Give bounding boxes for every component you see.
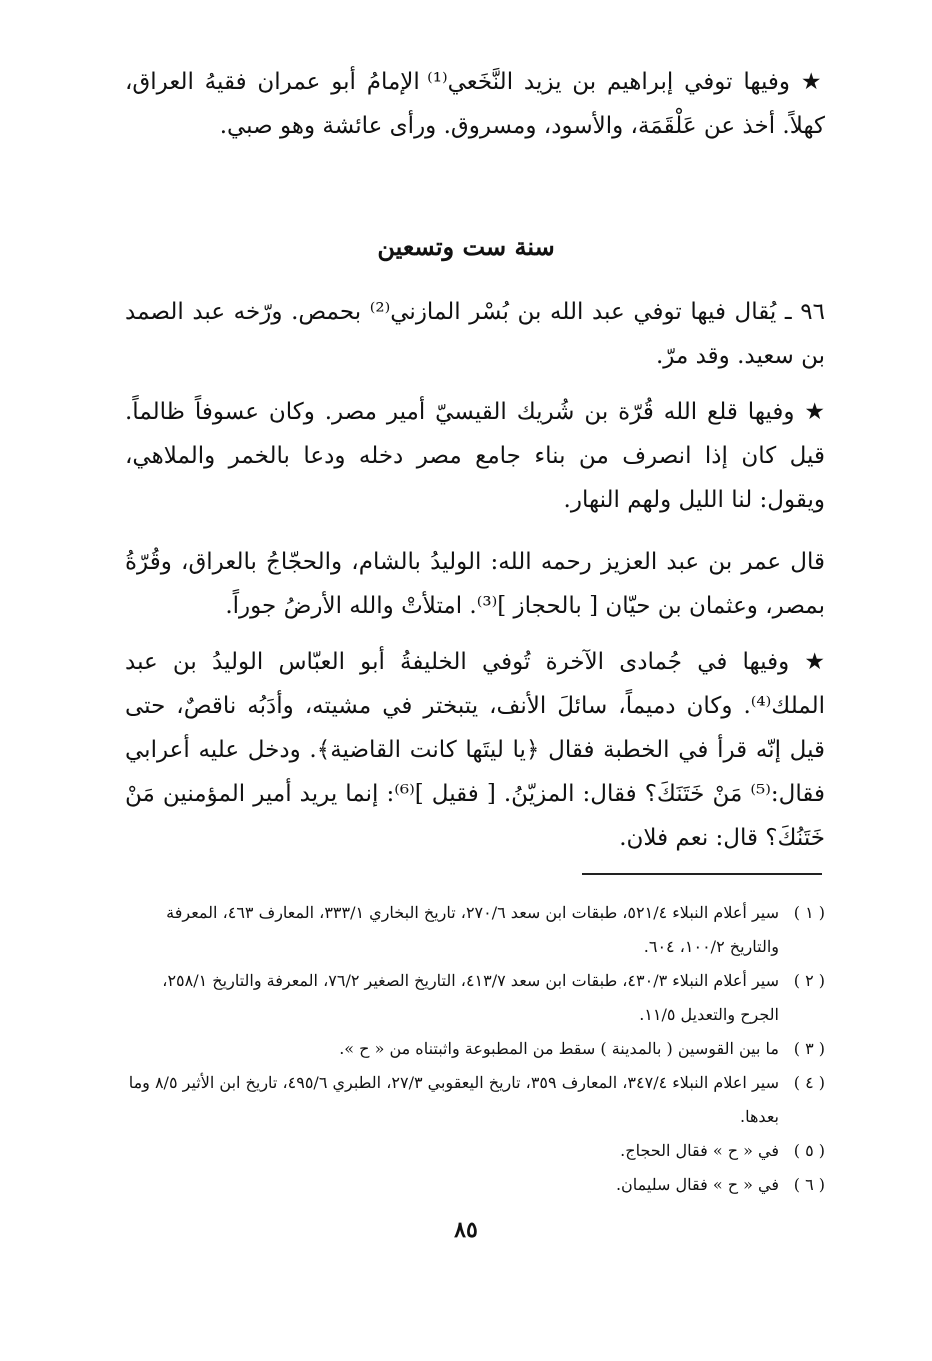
footnote-divider [582,873,822,875]
paragraph-umar-quote: قال عمر بن عبد العزيز رحمه الله: الوليدُ بالشام، والحجّاجُ بالعراق، وقُرّةُ بمصر، وعثمان بن حيّان [ بالحجاز ]⁽³⁾. امتلأتْ والله الأرضُ جوراً. [125,549,825,619]
footnote-number: ( ٣ ) [793,1039,825,1058]
footnote-text: سير اعلام النبلاء ٣٤٧/٤، المعارف ٣٥٩، تاريخ اليعقوبي ٢٧/٣، الطبري ٤٩٥/٦، تاريخ ابن الأثير ٨/٥ وما بعدها. [128,1073,779,1126]
footnote-item [125,964,825,1032]
paragraph-busr: ٩٦ ـ يُقال فيها توفي عبد الله بن بُسْر المازني⁽²⁾ بحمص. ورّخه عبد الصمد بن سعيد. وقد مرّ. [125,299,826,369]
footnote-text: في « ح » فقال الحجاج. [620,1141,779,1160]
footnote-number: ( ٥ ) [793,1141,825,1160]
footnote-item [125,1168,825,1202]
paragraph-nakhai: ★ وفيها توفي إبراهيم بن يزيد النَّخَعي⁽¹⁾ الإمامُ أبو عمران فقيهُ العراق، كهلاً. أخذ عن عَلْقَمَة، والأسود، ومسروق. ورأى عائشة وهو صبي. [125,69,825,139]
footnote-item [125,1066,825,1134]
section-heading: سنة ست وتسعين [377,232,555,261]
footnote-item [125,1032,825,1066]
footnote-item [125,896,825,964]
footnote-number: ( ٦ ) [793,1175,825,1194]
page-number: ٨٥ [454,1217,478,1243]
footnote-number: ( ١ ) [793,903,825,922]
footnotes [125,896,825,1202]
paragraph-walid: ★ وفيها في جُمادى الآخرة تُوفي الخليفةُ أبو العبّاس الوليدُ بن عبد الملك⁽⁴⁾. وكان دميماً، سائلَ الأنف، يتبختر في مشيته، وأدَبُه ناقصٌ، حتى قيل إنّه قرأ في الخطبة فقال ﴿يا ليتَها كانت القاضية﴾. ودخل عليه أعرابي فقال:⁽⁵⁾ مَنْ خَتَنَكَ؟ فقال: المزيّنُ. [ فقيل ]⁽⁶⁾: إنما يريد أمير المؤمنين مَنْ خَتَنُكَ؟ قال: نعم فلان. [125,649,825,851]
footnote-item [125,1134,825,1168]
footnote-text: ما بين القوسين ( بالمدينة ) سقط من المطبوعة واثبتناه من « ح ». [339,1039,779,1058]
footnote-text: سير أعلام النبلاء ٤٣٠/٣، طبقات ابن سعد ٤١٣/٧، التاريخ الصغير ٧٦/٢، المعرفة والتاريخ ٢٥٨/١، الجرح والتعديل ١١/٥. [162,971,779,1024]
footnote-text: سير أعلام النبلاء ٥٢١/٤، طبقات ابن سعد ٢٧٠/٦، تاريخ البخاري ٣٣٣/١، المعارف ٤٦٣، المعرفة والتاريخ ١٠٠/٢، ٦٠٤. [166,903,779,956]
footnote-number: ( ٢ ) [793,971,825,990]
footnote-number: ( ٤ ) [793,1073,825,1092]
paragraph-qurra: ★ وفيها قلع الله قُرّة بن شُريك القيسيّ أمير مصر. وكان عسوفاً ظالماً. قيل كان إذا انصرف من بناء جامع مصر دخله ودعا بالخمر والملاهي، ويقول: لنا الليل ولهم النهار. [125,399,825,513]
footnote-text: في « ح » فقال سليمان. [615,1175,779,1194]
